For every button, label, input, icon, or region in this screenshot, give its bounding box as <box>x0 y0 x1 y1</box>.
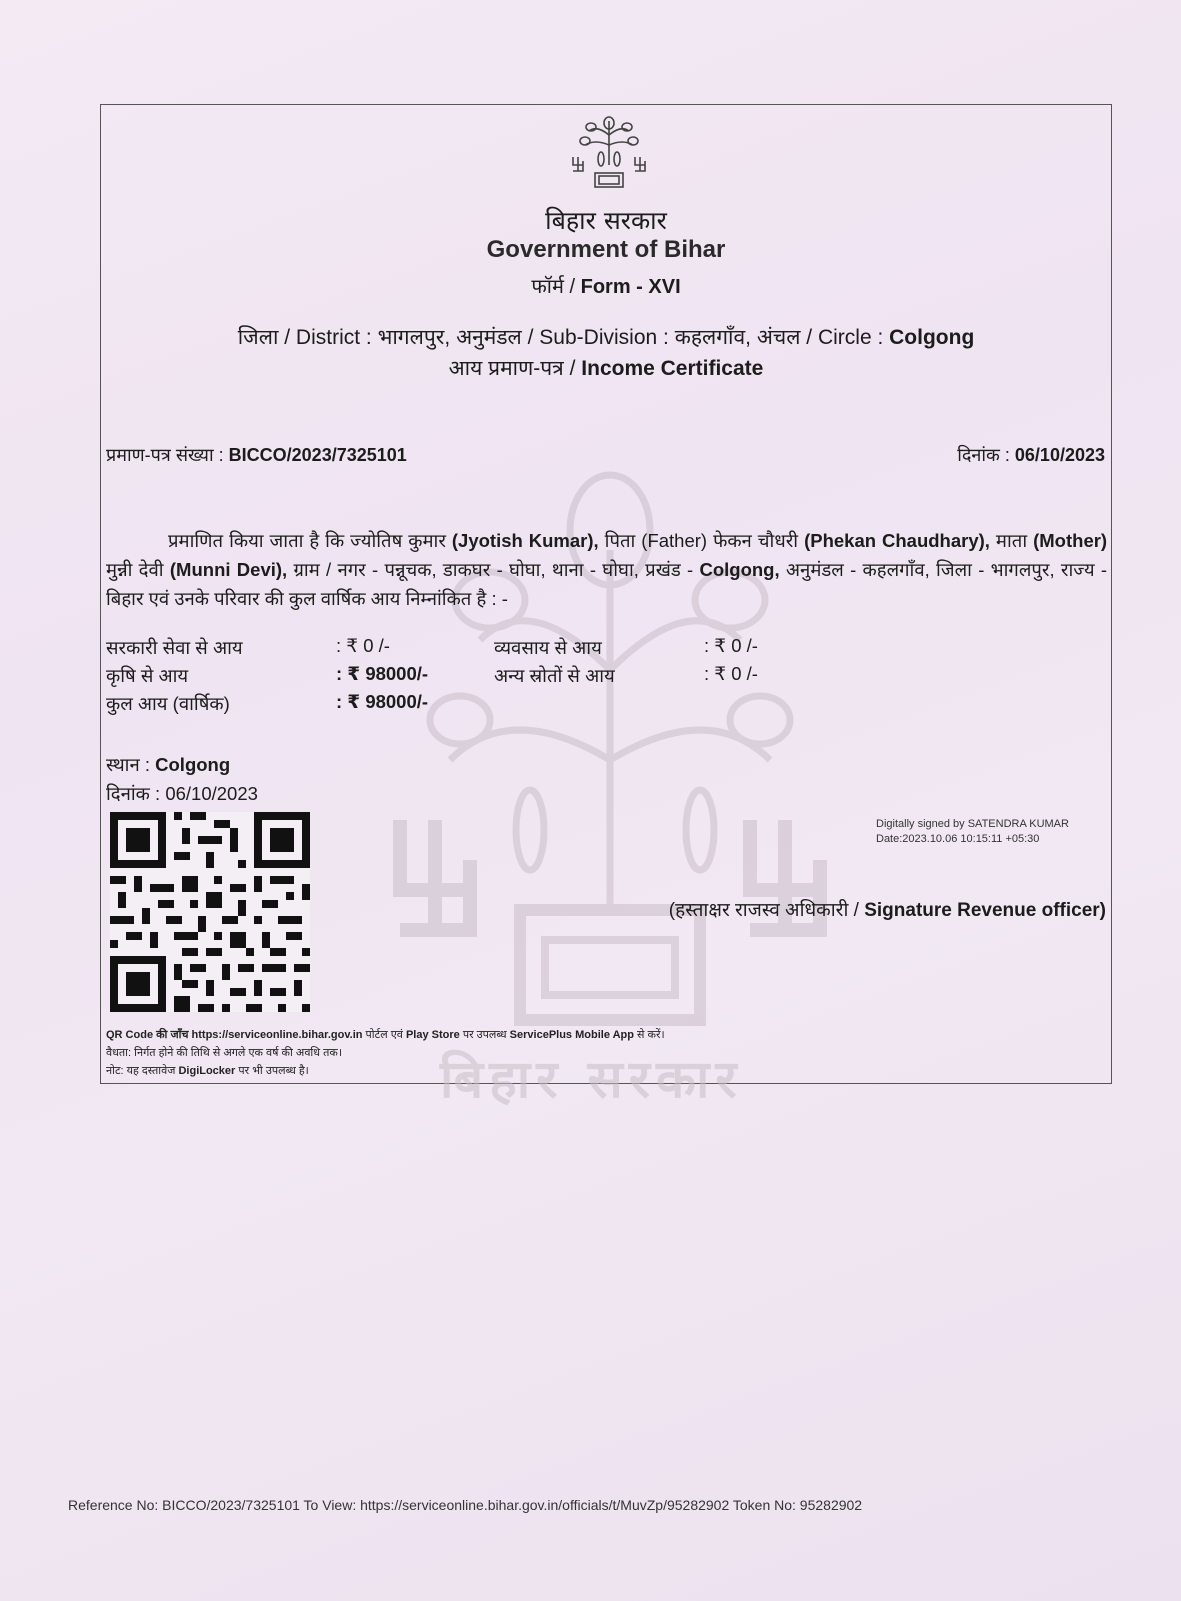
qr-note-end: से करें। <box>637 1029 665 1041</box>
qr-note-app: ServicePlus Mobile App <box>509 1029 634 1041</box>
para-father-label: (Father) <box>641 530 708 551</box>
qr-note-mid: पोर्टल एवं <box>365 1029 403 1041</box>
govt-english-title: Government of Bihar <box>486 236 726 263</box>
form-hindi-label: फॉर्म <box>531 276 564 298</box>
other-income-label: अन्य स्रोतों से आय <box>494 665 615 686</box>
subdivision-value: कहलगाँव, <box>674 326 751 349</box>
govt-service-income-label: सरकारी सेवा से आय <box>106 637 243 658</box>
issue-date-label: दिनांक : <box>106 783 161 804</box>
digilocker-note <box>106 1063 309 1078</box>
father-name-hindi: फेकन चौधरी <box>713 530 799 551</box>
father-name: (Phekan Chaudhary), <box>804 530 990 551</box>
certificate-date-label: दिनांक : <box>957 445 1010 465</box>
certificate-date-value: 06/10/2023 <box>1014 445 1105 465</box>
form-english-label: Form - XVI <box>580 276 681 298</box>
total-income-value: : ₹ 98000/- <box>336 691 429 712</box>
block-name: Colgong, <box>699 559 780 580</box>
reference-footer: Reference No: BICCO/2023/7325101 To View: https://serviceonline.bihar.gov.in/officials/t/MuvZp/95282902 Token No: 95282902 <box>68 1497 863 1513</box>
total-income-label: कुल आय (वार्षिक) <box>106 693 230 714</box>
mother-name-hindi: मुन्नी देवी <box>106 559 164 580</box>
place-line <box>106 752 230 777</box>
signature-hindi: (हस्ताक्षर राजस्व अधिकारी / <box>668 900 859 921</box>
mother-name: (Munni Devi), <box>169 559 288 580</box>
applicant-name: (Jyotish Kumar), <box>451 530 599 551</box>
agriculture-income-value: : ₹ 98000/- <box>336 663 429 684</box>
digital-signature-date: Date:2023.10.06 10:15:11 +05:30 <box>876 833 1040 845</box>
other-income-value: : ₹ 0 /- <box>704 663 758 684</box>
title-english: Income Certificate <box>581 357 764 380</box>
district-label: जिला / District : <box>237 326 372 349</box>
qr-verification-note <box>106 1027 665 1042</box>
issue-date-value: 06/10/2023 <box>165 783 258 804</box>
digilocker-note-pre: नोट: यह दस्तावेज <box>106 1065 176 1077</box>
para-mother-label: (Mother) <box>1033 530 1108 551</box>
signature-line <box>669 896 1106 922</box>
business-income-value: : ₹ 0 /- <box>704 635 758 656</box>
business-income-label: व्यवसाय से आय <box>494 637 602 658</box>
circle-value: Colgong <box>889 326 975 349</box>
certification-paragraph <box>106 526 1107 613</box>
digital-signature-block <box>876 817 1069 847</box>
circle-label: अंचल / Circle : <box>756 326 884 349</box>
para-mother-hindi: माता <box>995 530 1028 551</box>
place-label: स्थान : <box>106 754 150 775</box>
qr-note-url: https://serviceonline.bihar.gov.in <box>191 1029 363 1041</box>
qr-code-icon[interactable] <box>110 812 310 1012</box>
validity-note: वैधता: निर्गत होने की तिथि से अगले एक वर्ष की अवधि तक। <box>106 1047 342 1059</box>
para-address: ग्राम / नगर - पन्नूचक, डाकघर - घोघा, थाना - घोघा, प्रखंड - <box>293 559 694 580</box>
issue-date-line <box>106 781 258 806</box>
watermark-text: बिहार सरकार <box>440 1050 743 1110</box>
signature-english: Signature Revenue officer) <box>864 900 1106 921</box>
agriculture-income-label: कृषि से आय <box>106 665 189 686</box>
digital-signature-signer: Digitally signed by SATENDRA KUMAR <box>876 818 1069 830</box>
para-closing: अनुमंडल - कहलगाँव, जिला - भागलपुर, राज्य - बिहार एवं उनके परिवार की कुल वार्षिक आय निम्नांकित है : - <box>106 559 1108 609</box>
certificate-title <box>100 354 1112 382</box>
qr-note-mid2: पर उपलब्ध <box>462 1029 507 1041</box>
title-hindi: आय प्रमाण-पत्र / <box>448 357 576 380</box>
subdivision-label: अनुमंडल / Sub-Division : <box>456 326 669 349</box>
certificate-number <box>106 443 407 467</box>
govt-service-income-value: : ₹ 0 /- <box>336 635 390 656</box>
digilocker-brand: DigiLocker <box>178 1065 236 1077</box>
govt-hindi-title: बिहार सरकार <box>545 206 667 235</box>
digilocker-note-end: पर भी उपलब्ध है। <box>238 1065 309 1077</box>
para-father-hindi: पिता <box>604 530 636 551</box>
place-value: Colgong <box>155 754 231 775</box>
jurisdiction-line <box>100 323 1112 351</box>
certificate-number-value: BICCO/2023/7325101 <box>228 445 407 465</box>
district-value: भागलपुर, <box>377 326 451 349</box>
para-text-1: प्रमाणित किया जाता है कि ज्योतिष कुमार <box>168 530 446 551</box>
form-number: फॉर्म / Form - XVI <box>531 276 681 298</box>
certificate-number-label: प्रमाण-पत्र संख्या : <box>106 445 224 465</box>
qr-note-pre: QR Code की जाँच <box>106 1029 189 1041</box>
bihar-emblem-icon <box>567 113 651 197</box>
certificate-date <box>957 443 1105 467</box>
qr-note-store: Play Store <box>405 1029 460 1041</box>
